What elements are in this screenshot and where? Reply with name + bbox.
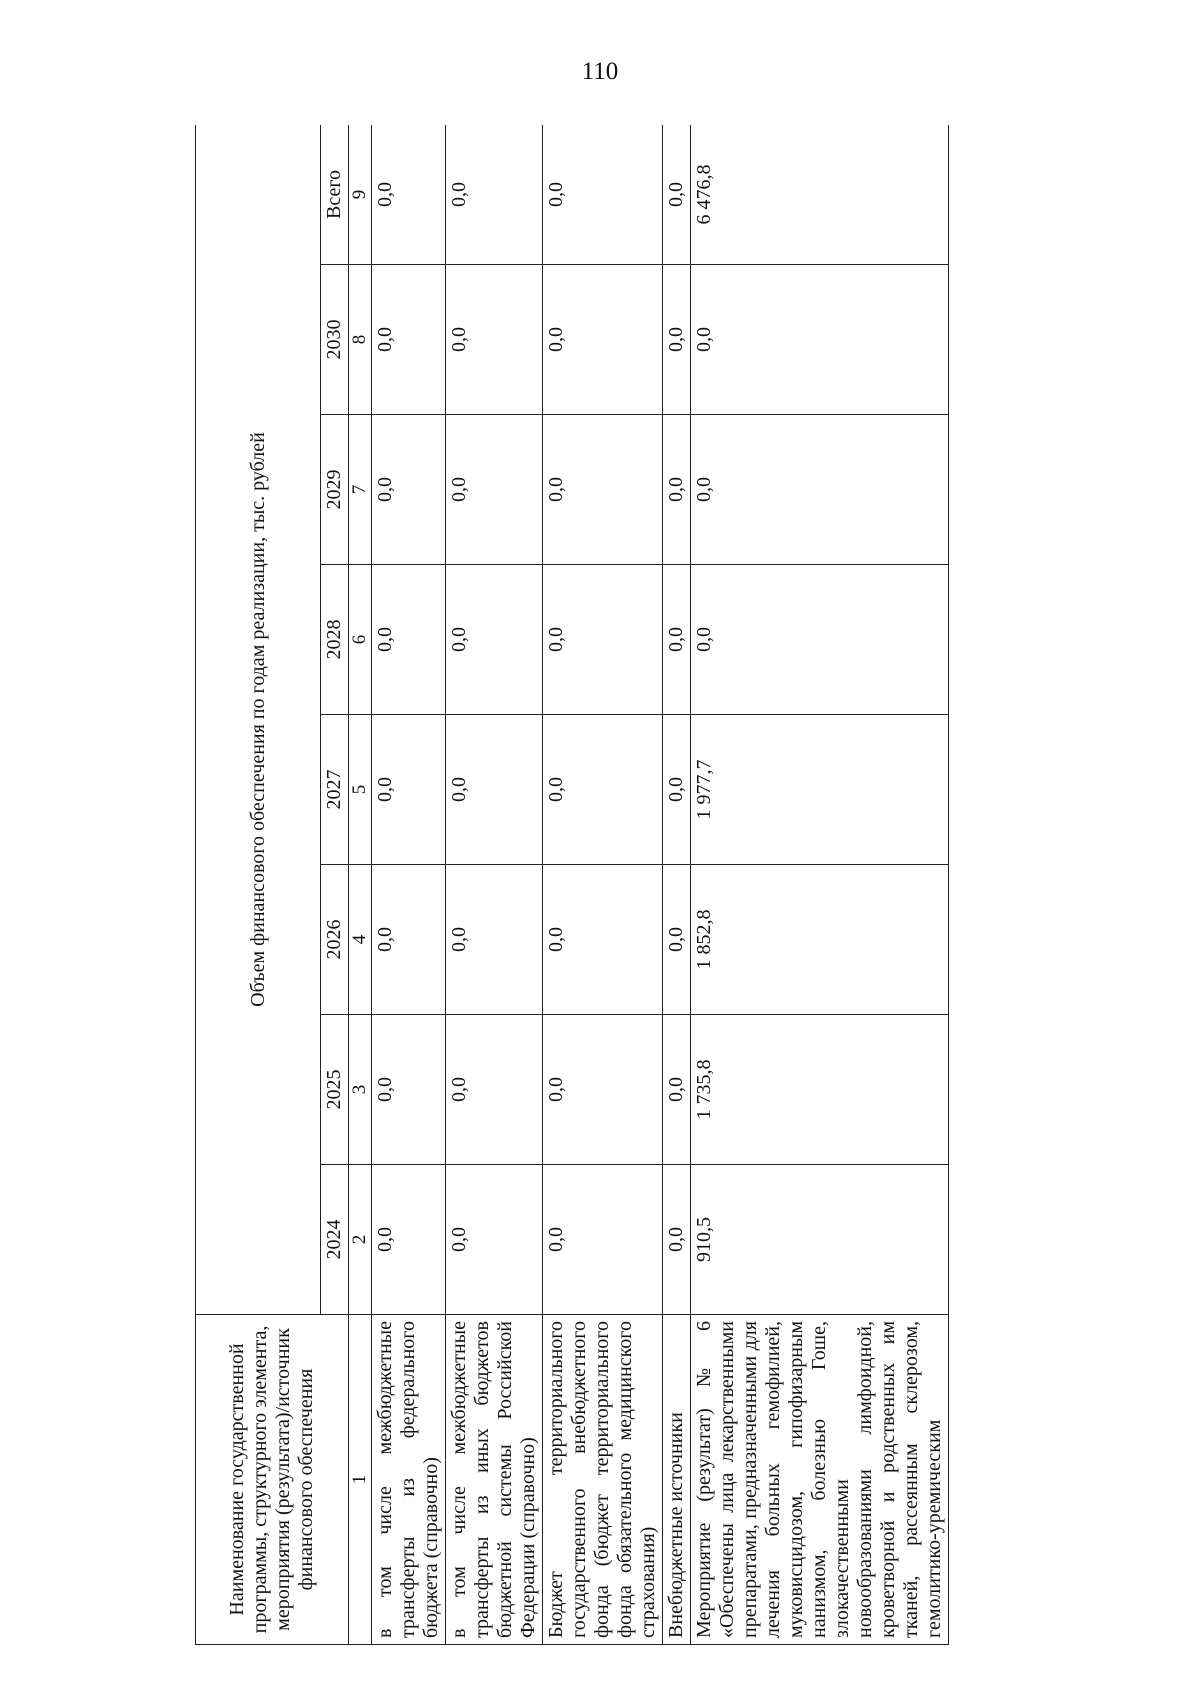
row-value: 0,0 bbox=[372, 265, 446, 415]
row-value: 1 852,8 bbox=[691, 865, 949, 1015]
table-row bbox=[663, 125, 691, 1645]
column-number: 9 bbox=[349, 125, 372, 265]
row-value: 0,0 bbox=[543, 1015, 663, 1165]
column-number: 3 bbox=[349, 1015, 372, 1165]
page-number: 110 bbox=[581, 58, 619, 85]
row-value: 0,0 bbox=[691, 415, 949, 565]
row-name: Мероприятие (результат) № 6 «Обеспечены лица лекарственными препаратами, предназначенными для лечения больных гемофилией, муковисцидозом, гипофизарным нанизмом, болезнью Гоше, злокачественными новообразованиями лимфоидной, кроветворной и родственных им тканей, рассеянным склерозом, гемолитико-уремическим bbox=[691, 1315, 949, 1645]
row-value: 0,0 bbox=[372, 1015, 446, 1165]
row-value: 1 977,7 bbox=[691, 715, 949, 865]
column-number: 5 bbox=[349, 715, 372, 865]
column-number: 7 bbox=[349, 415, 372, 565]
row-value: 0,0 bbox=[543, 265, 663, 415]
row-value: 0,0 bbox=[663, 1165, 691, 1315]
row-name: в том числе межбюджетные трансферты из иных бюджетов бюджетной системы Российской Федерации (справочно) bbox=[446, 1315, 543, 1645]
row-value: 0,0 bbox=[446, 265, 543, 415]
header-volume: Объем финансового обеспечения по годам реализации, тыс. рублей bbox=[196, 125, 321, 1315]
row-value: 0,0 bbox=[446, 715, 543, 865]
row-value: 0,0 bbox=[543, 1165, 663, 1315]
row-value: 0,0 bbox=[543, 865, 663, 1015]
row-value: 0,0 bbox=[446, 865, 543, 1015]
row-value: 1 735,8 bbox=[691, 1015, 949, 1165]
row-value: 0,0 bbox=[372, 865, 446, 1015]
row-value: 0,0 bbox=[372, 565, 446, 715]
header-name: Наименование государственной программы, структурного элемента, мероприятия (результата)/источник финансового обеспечения bbox=[196, 1315, 349, 1645]
row-value: 0,0 bbox=[663, 1015, 691, 1165]
table-container bbox=[195, 125, 1200, 1645]
column-number: 4 bbox=[349, 865, 372, 1015]
row-value: 0,0 bbox=[446, 1015, 543, 1165]
year-header: 2026 bbox=[321, 865, 349, 1015]
row-total: 0,0 bbox=[446, 125, 543, 265]
row-value: 0,0 bbox=[372, 1165, 446, 1315]
row-value: 0,0 bbox=[543, 415, 663, 565]
table-row bbox=[691, 125, 949, 1645]
row-value: 0,0 bbox=[446, 1165, 543, 1315]
table-row bbox=[543, 125, 663, 1645]
row-total: 0,0 bbox=[372, 125, 446, 265]
total-header: Всего bbox=[321, 125, 349, 265]
column-number: 1 bbox=[349, 1315, 372, 1645]
row-total: 6 476,8 bbox=[691, 125, 949, 265]
row-value: 0,0 bbox=[691, 565, 949, 715]
column-number: 2 bbox=[349, 1165, 372, 1315]
row-value: 0,0 bbox=[372, 715, 446, 865]
table-row bbox=[372, 125, 446, 1645]
row-value: 0,0 bbox=[663, 715, 691, 865]
year-header: 2030 bbox=[321, 265, 349, 415]
row-value: 0,0 bbox=[663, 865, 691, 1015]
row-value: 0,0 bbox=[663, 265, 691, 415]
row-value: 0,0 bbox=[663, 565, 691, 715]
row-value: 910,5 bbox=[691, 1165, 949, 1315]
row-total: 0,0 bbox=[663, 125, 691, 265]
row-value: 0,0 bbox=[543, 715, 663, 865]
row-value: 0,0 bbox=[446, 565, 543, 715]
table-row bbox=[446, 125, 543, 1645]
financing-table bbox=[195, 125, 949, 1645]
row-total: 0,0 bbox=[543, 125, 663, 265]
row-name: в том числе межбюджетные трансферты из федерального бюджета (справочно) bbox=[372, 1315, 446, 1645]
year-header: 2025 bbox=[321, 1015, 349, 1165]
row-name: Бюджет территориального государственного внебюджетного фонда (бюджет территориального фонда обязательного медицинского страхования) bbox=[543, 1315, 663, 1645]
row-value: 0,0 bbox=[446, 415, 543, 565]
row-value: 0,0 bbox=[372, 415, 446, 565]
row-value: 0,0 bbox=[663, 415, 691, 565]
rotated-table-frame bbox=[195, 125, 1200, 1645]
year-header: 2024 bbox=[321, 1165, 349, 1315]
year-header: 2027 bbox=[321, 715, 349, 865]
year-header: 2029 bbox=[321, 415, 349, 565]
row-value: 0,0 bbox=[691, 265, 949, 415]
column-number: 6 bbox=[349, 565, 372, 715]
row-name: Внебюджетные источники bbox=[663, 1315, 691, 1645]
year-header: 2028 bbox=[321, 565, 349, 715]
row-value: 0,0 bbox=[543, 565, 663, 715]
column-number: 8 bbox=[349, 265, 372, 415]
